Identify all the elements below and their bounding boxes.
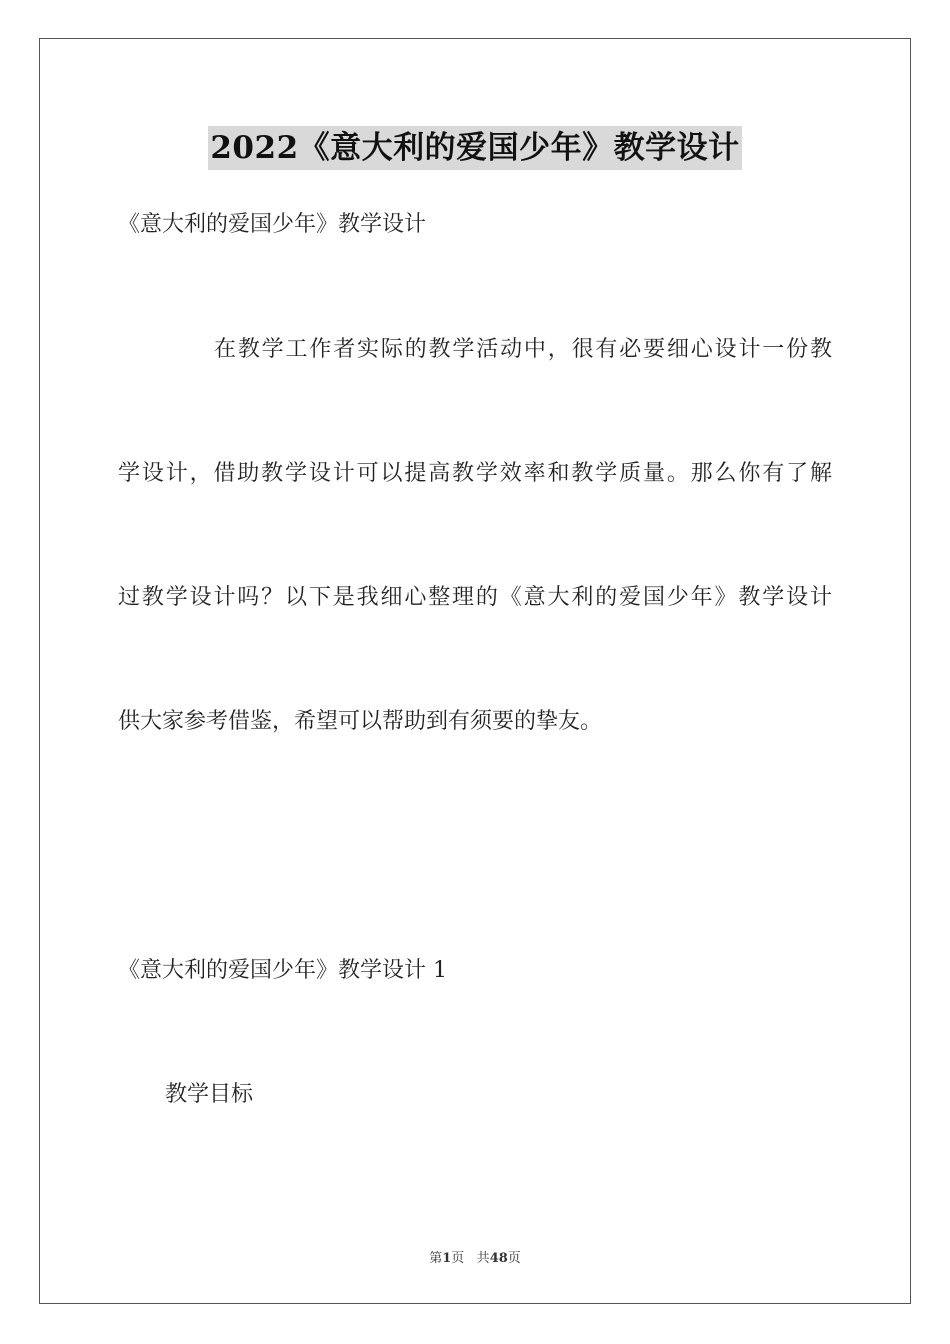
page-footer: [0, 1247, 950, 1266]
document-title: 2022《意大利的爱国少年》教学设计: [208, 126, 741, 170]
intro-line-2: 学设计，借助教学设计可以提高教学效率和教学质量。那么你有了解: [118, 461, 832, 486]
footer-page-suffix: 页: [451, 1251, 465, 1266]
document-subtitle: 《意大利的爱国少年》教学设计: [118, 212, 427, 237]
title-container: [0, 126, 950, 170]
footer-page-prefix: 第: [429, 1251, 443, 1266]
footer-total-pages: 48: [489, 1251, 508, 1266]
footer-total-prefix: 共: [476, 1251, 490, 1266]
section-heading: 《意大利的爱国少年》教学设计 1: [118, 958, 447, 983]
intro-line-3: 过教学设计吗？以下是我细心整理的《意大利的爱国少年》教学设计: [118, 585, 832, 610]
subsection-heading: 教学目标: [165, 1082, 254, 1107]
footer-total-suffix: 页: [507, 1251, 521, 1266]
intro-line-1: 在教学工作者实际的教学活动中，很有必要细心设计一份教: [214, 337, 832, 362]
intro-line-4: 供大家参考借鉴，希望可以帮助到有须要的挚友。: [118, 709, 603, 734]
footer-page-number: 1: [442, 1251, 452, 1266]
